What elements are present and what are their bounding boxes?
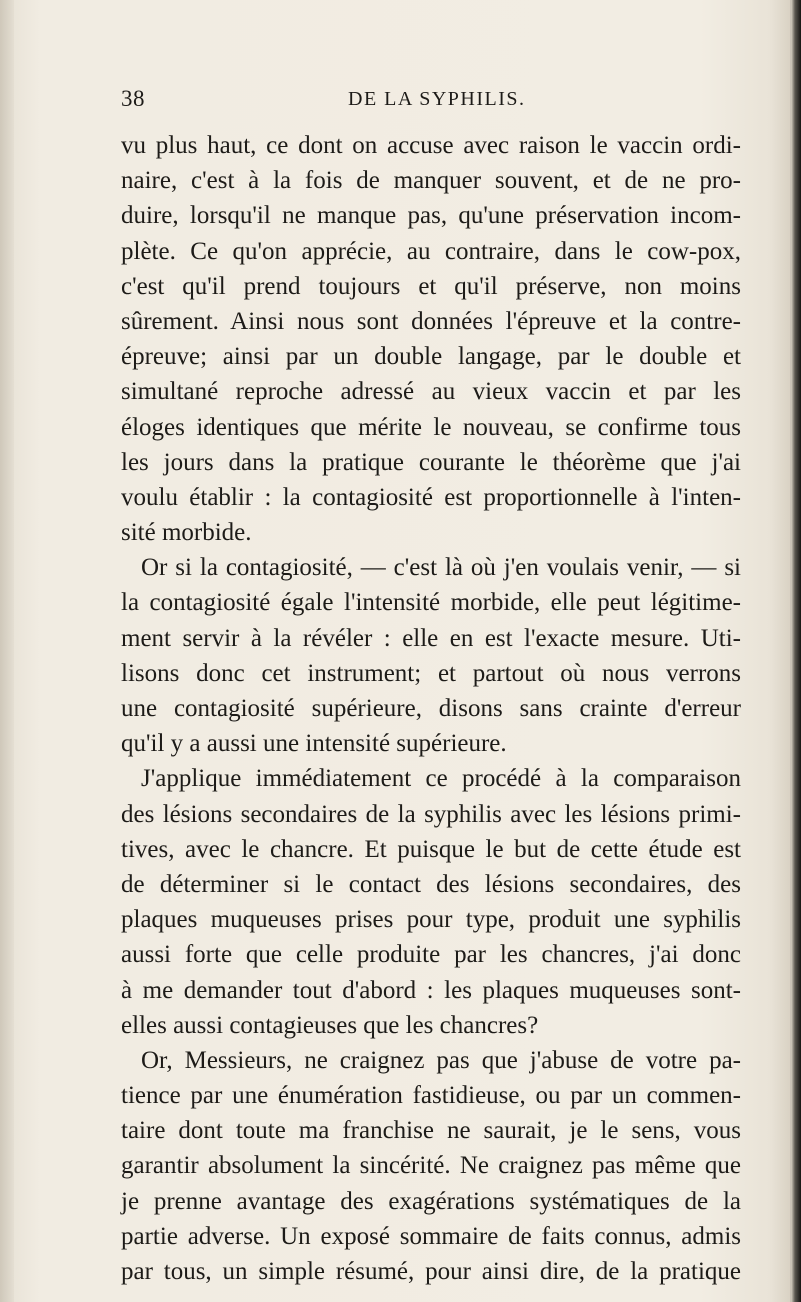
text-line: une contagiosité supérieure, disons sans crainte d'erreur xyxy=(121,695,741,722)
text-line: aussi forte que celle produite par les chancres, j'ai donc xyxy=(121,941,741,969)
text-line: qu'il y a aussi une intensité supérieure. xyxy=(121,730,507,758)
text-line: des lésions secondaires de la syphilis avec les lésions primi- xyxy=(121,800,741,828)
text-line: simultané reproche adressé au vieux vaccin et par les xyxy=(121,378,741,406)
text-line: Or si la contagiosité, — c'est là où j'en voulais venir, — si xyxy=(141,554,741,582)
text-line: vu plus haut, ce dont on accuse avec raison le vaccin ordi- xyxy=(121,132,741,159)
page-number: 38 xyxy=(121,86,145,111)
text-line: partie adverse. Un exposé sommaire de faits connus, admis xyxy=(121,1222,741,1250)
text-line: tives, avec le chancre. Et puisque le but de cette étude est xyxy=(121,835,741,863)
text-line: épreuve; ainsi par un double langage, par le double et xyxy=(121,343,741,371)
text-line: de déterminer si le contact des lésions secondaires, des xyxy=(121,870,741,898)
text-line: lisons donc cet instrument; et partout où nous verrons xyxy=(121,659,741,687)
text-line: je prenne avantage des exagérations systématiques de la xyxy=(121,1187,741,1215)
text-line: garantir absolument la sincérité. Ne craignez pas même que xyxy=(121,1152,741,1180)
running-head xyxy=(0,86,801,116)
page-right-edge xyxy=(791,0,801,1302)
text-line: naire, c'est à la fois de manquer souvent, et de ne pro- xyxy=(121,167,741,195)
text-line: tience par une énumération fastidieuse, ou par un commen- xyxy=(121,1082,741,1110)
text-line: taire dont toute ma franchise ne saurait, je le sens, vous xyxy=(121,1117,741,1145)
text-line: duire, lorsqu'il ne manque pas, qu'une préservation incom- xyxy=(121,202,741,230)
text-line: elles aussi contagieuses que les chancres? xyxy=(121,1011,539,1039)
text-line: sité morbide. xyxy=(121,519,252,547)
text-line: la contagiosité égale l'intensité morbide, elle peut légitime- xyxy=(121,589,741,617)
text-line: sûrement. Ainsi nous sont données l'épreuve et la contre- xyxy=(121,307,741,335)
text-line: éloges identiques que mérite le nouveau, se confirme tous xyxy=(121,413,741,441)
text-line: ment servir à la révéler : elle en est l'exacte mesure. Uti- xyxy=(121,624,741,652)
text-line: à me demander tout d'abord : les plaques muqueuses sont- xyxy=(121,976,741,1004)
text-line: par tous, un simple résumé, pour ainsi dire, de la pratique xyxy=(121,1258,741,1285)
body-text xyxy=(121,128,741,1289)
text-line: les jours dans la pratique courante le théorème que j'ai xyxy=(121,448,741,476)
text-line: plète. Ce qu'on apprécie, au contraire, dans le cow-pox, xyxy=(121,237,741,265)
text-line: J'applique immédiatement ce procédé à la comparaison xyxy=(141,765,741,793)
page-left-edge xyxy=(0,0,14,1302)
text-line: voulu établir : la contagiosité est proportionnelle à l'inten- xyxy=(121,483,741,511)
running-title: DE LA SYPHILIS. xyxy=(348,88,526,110)
text-line: Or, Messieurs, ne craignez pas que j'abuse de votre pa- xyxy=(141,1046,741,1074)
text-line: plaques muqueuses prises pour type, produit une syphilis xyxy=(121,906,741,934)
text-line: c'est qu'il prend toujours et qu'il préserve, non moins xyxy=(121,272,741,300)
